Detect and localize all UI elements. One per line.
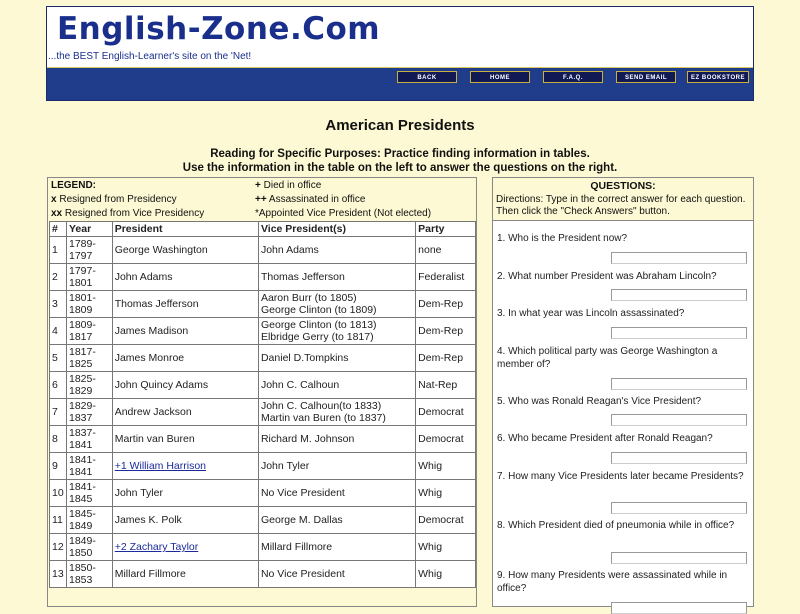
cell-president [112, 399, 258, 426]
cell-year [66, 561, 112, 588]
cell-president [112, 264, 258, 291]
cell-number [50, 453, 67, 480]
cell-president [112, 345, 258, 372]
col-header-vice-president: Vice President(s) [258, 222, 415, 237]
cell-vice-president [258, 507, 415, 534]
cell-vice-president [258, 345, 415, 372]
year-start: 1817- [68, 346, 96, 358]
intro-text [0, 147, 800, 175]
cell-number [50, 561, 67, 588]
year-end: 1829 [68, 385, 93, 397]
legend-plus-text: Died in office [263, 180, 322, 191]
vice-president-name-2: Elbridge Gerry (to 1817) [260, 331, 374, 343]
question-text: 3. In what year was Lincoln assassinated? [497, 308, 685, 319]
question-text: 9. How many Presidents were assassinated while in office? [497, 570, 728, 594]
party-name: Dem-Rep [418, 325, 464, 337]
question-text: 8. Which President died of pneumonia while in office? [497, 520, 735, 531]
year-start: 1841- [68, 481, 96, 493]
cell-year [66, 480, 112, 507]
party-name: Democrat [418, 406, 464, 418]
table-header-row [50, 222, 476, 237]
vice-president-name: John C. Calhoun [260, 379, 340, 391]
party-name: Democrat [418, 514, 464, 526]
cell-vice-president [258, 453, 415, 480]
year-start: 1837- [68, 427, 96, 439]
cell-vice-president [258, 534, 415, 561]
table-row [50, 291, 476, 318]
legend-xx-text: Resigned from Vice Presidency [64, 208, 205, 219]
table-row [50, 399, 476, 426]
year-end: 1850 [68, 547, 93, 559]
vice-president-name-2: George Clinton (to 1809) [260, 304, 377, 316]
year-start: 1850- [68, 562, 96, 574]
cell-party [416, 291, 476, 318]
nav-send-email-button[interactable]: SEND EMAIL [616, 71, 676, 83]
vice-president-name: No Vice President [260, 487, 345, 499]
president-name: James Madison [114, 325, 189, 337]
nav-strip [47, 87, 753, 100]
nav-bar [47, 67, 753, 87]
table-row [50, 561, 476, 588]
party-name: none [418, 244, 442, 256]
cell-party [416, 561, 476, 588]
legend-plus-symbol: + [255, 180, 261, 191]
cell-president [112, 291, 258, 318]
nav-back-button[interactable]: BACK [397, 71, 457, 83]
cell-party [416, 345, 476, 372]
legend-resigned-president [51, 194, 177, 205]
cell-president [112, 507, 258, 534]
party-name: Dem-Rep [418, 298, 464, 310]
cell-party [416, 372, 476, 399]
cell-party [416, 453, 476, 480]
question-text: 4. Which political party was George Washington a member of? [497, 346, 718, 370]
intro-line-2: Use the information in the table on the left to answer the questions on the right. [182, 162, 618, 174]
intro-line-1: Reading for Specific Purposes: Practice finding information in tables. [210, 148, 590, 160]
cell-party [416, 318, 476, 345]
legend-assassinated [255, 194, 365, 205]
year-end: 1817 [68, 331, 93, 343]
cell-party [416, 426, 476, 453]
answer-input-3[interactable] [611, 327, 747, 339]
row-number: 2 [52, 271, 58, 283]
cell-party [416, 534, 476, 561]
cell-number [50, 534, 67, 561]
cell-party [416, 507, 476, 534]
party-name: Nat-Rep [418, 379, 458, 391]
party-name: Democrat [418, 433, 464, 445]
legend-died [255, 180, 321, 191]
cell-year [66, 291, 112, 318]
cell-number [50, 426, 67, 453]
nav-home-button[interactable]: HOME [470, 71, 530, 83]
year-end: 1841 [68, 466, 93, 478]
questions-directions: Directions: Type in the correct answer for each question. Then click the "Check Answers" button. [496, 194, 746, 217]
year-end: 1841 [68, 439, 93, 451]
legend-plusplus-symbol: ++ [255, 194, 267, 205]
row-number: 11 [52, 514, 63, 526]
vice-president-name: Aaron Burr (to 1805) [260, 292, 357, 304]
vice-president-name: Millard Fillmore [260, 541, 333, 553]
cell-vice-president [258, 237, 415, 264]
cell-year [66, 345, 112, 372]
year-start: 1809- [68, 319, 96, 331]
row-number: 6 [52, 379, 58, 391]
row-number: 13 [52, 568, 64, 580]
question-text: 2. What number President was Abraham Lincoln? [497, 271, 717, 282]
question-text: 7. How many Vice Presidents later became Presidents? [497, 471, 744, 482]
year-end: 1797 [68, 250, 93, 262]
cell-number [50, 291, 67, 318]
answer-input-4[interactable] [611, 378, 747, 390]
party-name: Whig [418, 568, 443, 580]
vice-president-name: Richard M. Johnson [260, 433, 355, 445]
legend-x-text: Resigned from Presidency [59, 194, 177, 205]
cell-president [112, 237, 258, 264]
cell-year [66, 318, 112, 345]
party-name: Whig [418, 460, 443, 472]
table-row [50, 372, 476, 399]
answer-input-8[interactable] [611, 552, 747, 564]
cell-number [50, 318, 67, 345]
site-banner [46, 6, 754, 101]
legend-x-symbol: x [51, 194, 57, 205]
vice-president-name: John Adams [260, 244, 319, 256]
page-title: American Presidents [325, 117, 475, 134]
table-row [50, 345, 476, 372]
vice-president-name: George Clinton (to 1813) [260, 319, 377, 331]
question-text: 1. Who is the President now? [497, 233, 628, 244]
row-number: 3 [52, 298, 58, 310]
table-row [50, 318, 476, 345]
answer-input-2[interactable] [611, 289, 747, 301]
cell-vice-president [258, 291, 415, 318]
cell-party [416, 237, 476, 264]
legend-plusplus-text: Assassinated in office [268, 194, 366, 205]
cell-party [416, 480, 476, 507]
vice-president-name: Thomas Jefferson [260, 271, 345, 283]
president-name: John Adams [114, 271, 173, 283]
cell-number [50, 264, 67, 291]
presidents-table-body [50, 237, 476, 588]
cell-president [112, 426, 258, 453]
party-name: Whig [418, 487, 443, 499]
year-start: 1797- [68, 265, 96, 277]
cell-president [112, 318, 258, 345]
site-tagline: ...the BEST English-Learner's site on the 'Net! [48, 51, 252, 62]
table-row [50, 264, 476, 291]
answer-input-1[interactable] [611, 252, 747, 264]
cell-year [66, 399, 112, 426]
year-start: 1845- [68, 508, 96, 520]
president-name: Thomas Jefferson [114, 298, 199, 310]
row-number: 8 [52, 433, 58, 445]
cell-vice-president [258, 264, 415, 291]
year-end: 1849 [68, 520, 93, 532]
presidents-panel [47, 177, 477, 607]
year-end: 1853 [68, 574, 93, 586]
cell-party [416, 399, 476, 426]
cell-vice-president [258, 372, 415, 399]
president-name: James K. Polk [114, 514, 182, 526]
answer-input-7[interactable] [611, 502, 747, 514]
party-name: Federalist [418, 271, 465, 283]
table-row [50, 453, 476, 480]
year-start: 1789- [68, 238, 96, 250]
vice-president-name: No Vice President [260, 568, 345, 580]
row-number: 4 [52, 325, 58, 337]
year-start: 1841- [68, 454, 96, 466]
year-start: 1849- [68, 535, 96, 547]
presidents-table [49, 221, 476, 588]
cell-vice-president [258, 399, 415, 426]
table-row [50, 534, 476, 561]
row-number: 10 [52, 487, 64, 499]
cell-year [66, 237, 112, 264]
cell-year [66, 426, 112, 453]
row-number: 9 [52, 460, 58, 472]
president-name: John Quincy Adams [114, 379, 209, 391]
row-number: 1 [52, 244, 58, 256]
cell-year [66, 264, 112, 291]
questions-header [493, 178, 753, 221]
table-row [50, 426, 476, 453]
cell-president [112, 480, 258, 507]
cell-number [50, 399, 67, 426]
col-header-year: Year [66, 222, 112, 237]
row-number: 7 [52, 406, 58, 418]
president-link[interactable]: +2 Zachary Taylor [114, 541, 199, 553]
year-end: 1825 [68, 358, 93, 370]
question-text: 5. Who was Ronald Reagan's Vice President? [497, 396, 702, 407]
table-row [50, 237, 476, 264]
cell-year [66, 507, 112, 534]
vice-president-name: John Tyler [260, 460, 310, 472]
col-header-president: President [112, 222, 258, 237]
president-name: James Monroe [114, 352, 185, 364]
table-row [50, 480, 476, 507]
cell-year [66, 453, 112, 480]
cell-number [50, 372, 67, 399]
vice-president-name: George M. Dallas [260, 514, 343, 526]
legend-title: LEGEND: [51, 180, 96, 191]
cell-vice-president [258, 318, 415, 345]
nav-faq-button[interactable]: F.A.Q. [543, 71, 603, 83]
legend-xx-symbol: xx [51, 208, 63, 219]
legend [48, 178, 476, 222]
cell-vice-president [258, 561, 415, 588]
cell-number [50, 480, 67, 507]
cell-vice-president [258, 426, 415, 453]
cell-party [416, 264, 476, 291]
row-number: 5 [52, 352, 58, 364]
year-start: 1801- [68, 292, 96, 304]
vice-president-name: Daniel D.Tompkins [260, 352, 349, 364]
questions-panel [492, 177, 754, 607]
year-end: 1837 [68, 412, 93, 424]
vice-president-name-2: Martin van Buren (to 1837) [260, 412, 386, 424]
legend-resigned-vp [51, 208, 204, 219]
party-name: Dem-Rep [418, 352, 464, 364]
cell-number [50, 345, 67, 372]
cell-year [66, 534, 112, 561]
president-name: Millard Fillmore [114, 568, 186, 580]
cell-number [50, 507, 67, 534]
year-end: 1809 [68, 304, 93, 316]
year-start: 1829- [68, 400, 96, 412]
col-header-party: Party [416, 222, 476, 237]
cell-president [112, 372, 258, 399]
cell-president [112, 453, 258, 480]
president-name: Andrew Jackson [114, 406, 192, 418]
president-name: George Washington [114, 244, 208, 256]
questions-title: QUESTIONS: [590, 180, 656, 192]
cell-vice-president [258, 480, 415, 507]
answer-input-9[interactable] [611, 602, 747, 614]
year-start: 1825- [68, 373, 96, 385]
vice-president-name: John C. Calhoun(to 1833) [260, 400, 382, 412]
president-name: John Tyler [114, 487, 163, 499]
legend-appointed: *Appointed Vice President (Not elected) [255, 208, 432, 219]
president-link[interactable]: +1 William Harrison [114, 460, 207, 472]
nav-bookstore-button[interactable]: EZ BOOKSTORE [687, 71, 749, 83]
answer-input-6[interactable] [611, 452, 747, 464]
party-name: Whig [418, 541, 443, 553]
answer-input-5[interactable] [611, 414, 747, 426]
president-name: Martin van Buren [114, 433, 195, 445]
col-header-number: # [50, 222, 67, 237]
year-end: 1845 [68, 493, 93, 505]
row-number: 12 [52, 541, 64, 553]
year-end: 1801 [68, 277, 93, 289]
site-logo[interactable]: English-Zone.Com [57, 11, 381, 47]
table-row [50, 507, 476, 534]
cell-year [66, 372, 112, 399]
cell-president [112, 561, 258, 588]
cell-number [50, 237, 67, 264]
question-text: 6. Who became President after Ronald Reagan? [497, 433, 713, 444]
cell-president [112, 534, 258, 561]
